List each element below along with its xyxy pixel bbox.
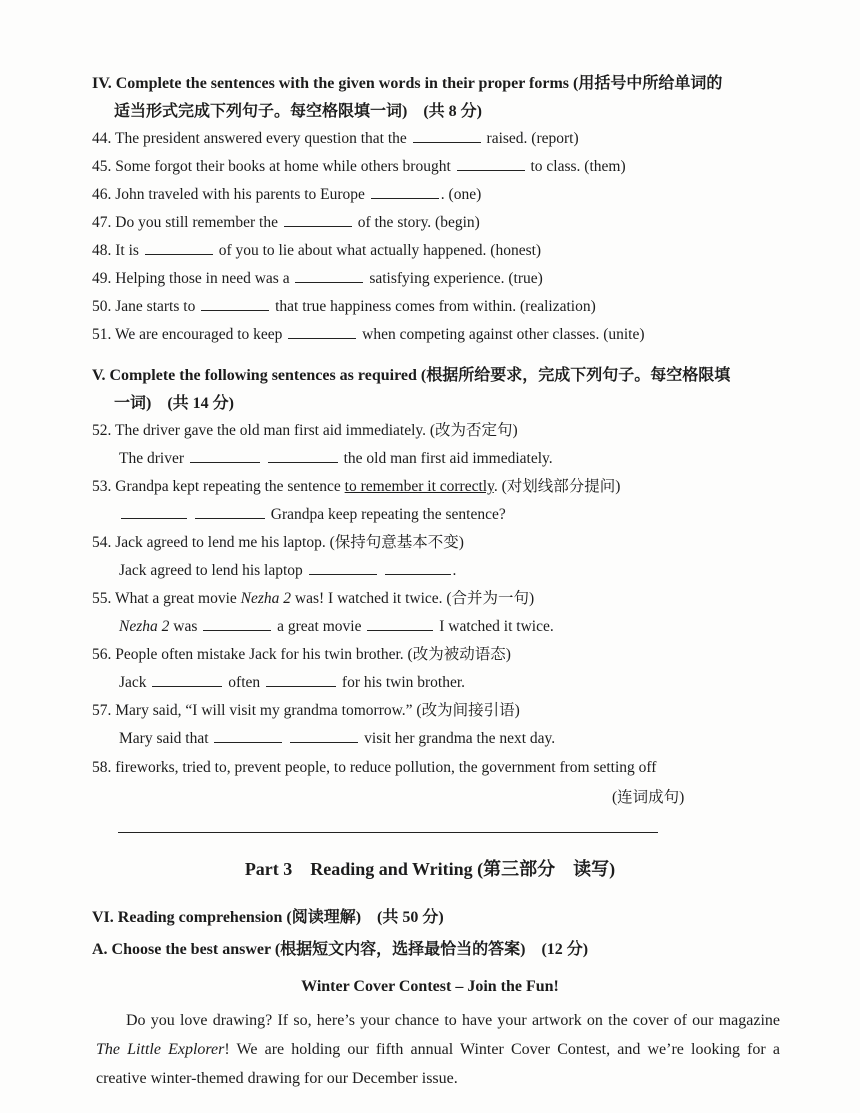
question-58-prompt: 58. fireworks, tried to, prevent people, to reduce pollution, the government from setting off bbox=[92, 759, 657, 776]
question-57-answer: Mary said that visit her grandma the next day. bbox=[119, 730, 556, 747]
question-52-answer: The driver the old man first aid immediately. bbox=[119, 450, 553, 467]
section-4-heading-line-2: 适当形式完成下列句子。每空格限填一词) (共 8 分) bbox=[114, 103, 482, 120]
answer-blank[interactable] bbox=[284, 212, 352, 227]
question-51: 51. We are encouraged to keep when competing against other classes. (unite) bbox=[92, 326, 645, 343]
section-5-heading-line-1: V. Complete the following sentences as required (根据所给要求，完成下列句子。每空格限填 bbox=[92, 367, 731, 384]
movie-title: Nezha 2 bbox=[119, 618, 170, 635]
question-53-prompt: 53. Grandpa kept repeating the sentence to remember it correctly. (对划线部分提问) bbox=[92, 478, 621, 495]
answer-blank[interactable] bbox=[309, 560, 377, 575]
article-title: Winter Cover Contest – Join the Fun! bbox=[301, 978, 559, 995]
underlined-phrase: to remember it correctly bbox=[344, 478, 494, 495]
section-5-heading bbox=[92, 362, 792, 418]
question-55-prompt: 55. What a great movie Nezha 2 was! I watched it twice. (合并为一句) bbox=[92, 590, 535, 607]
question-53-answer: Grandpa keep repeating the sentence? bbox=[119, 504, 506, 526]
magazine-title: The Little Explorer bbox=[96, 1041, 225, 1058]
answer-blank[interactable] bbox=[201, 296, 269, 311]
answer-blank[interactable] bbox=[371, 184, 439, 199]
question-56-answer: Jack often for his twin brother. bbox=[119, 674, 466, 691]
question-55-answer: Nezha 2 was a great movie I watched it twice. bbox=[119, 618, 554, 635]
movie-title: Nezha 2 bbox=[240, 590, 292, 607]
question-49: 49. Helping those in need was a satisfying experience. (true) bbox=[92, 270, 543, 287]
answer-blank[interactable] bbox=[203, 616, 271, 631]
question-48: 48. It is of you to lie about what actually happened. (honest) bbox=[92, 242, 542, 259]
question-56-prompt: 56. People often mistake Jack for his twin brother. (改为被动语态) bbox=[92, 646, 511, 663]
part-3-title: Part 3 Reading and Writing (第三部分 读写) bbox=[244, 859, 616, 879]
answer-blank[interactable] bbox=[288, 324, 356, 339]
answer-blank[interactable] bbox=[266, 672, 336, 687]
answer-blank[interactable] bbox=[190, 448, 260, 463]
answer-blank[interactable] bbox=[367, 616, 433, 631]
answer-blank[interactable] bbox=[457, 156, 525, 171]
question-44: 44. The president answered every question that the raised. (report) bbox=[92, 130, 579, 147]
answer-blank[interactable] bbox=[195, 504, 265, 519]
answer-blank[interactable] bbox=[214, 728, 282, 743]
question-46: 46. John traveled with his parents to Europe . (one) bbox=[92, 186, 482, 203]
article-paragraph: Do you love drawing? If so, here’s your chance to have your artwork on the cover of our magazine The Little Explorer! We are holding our fifth annual Winter Cover Contest, and we’re looking for a creative winter-themed drawing for our December issue. bbox=[96, 1012, 780, 1087]
section-6a-heading: A. Choose the best answer (根据短文内容，选择最恰当的答案) (12 分) bbox=[92, 941, 589, 958]
answer-blank[interactable] bbox=[295, 268, 363, 283]
answer-blank[interactable] bbox=[145, 240, 213, 255]
section-4-heading bbox=[92, 70, 792, 126]
question-58-answer-line[interactable] bbox=[118, 832, 658, 833]
section-6-heading: VI. Reading comprehension (阅读理解) (共 50 分) bbox=[92, 909, 444, 926]
answer-blank[interactable] bbox=[121, 504, 187, 519]
section-5-heading-line-2: 一词) (共 14 分) bbox=[114, 395, 234, 412]
answer-blank[interactable] bbox=[385, 560, 451, 575]
question-57-prompt: 57. Mary said, “I will visit my grandma tomorrow.” (改为间接引语) bbox=[92, 702, 520, 719]
section-4-heading-line-1: IV. Complete the sentences with the given words in their proper forms (用括号中所给单词的 bbox=[92, 75, 723, 92]
question-47: 47. Do you still remember the of the story. (begin) bbox=[92, 214, 480, 231]
question-50: 50. Jane starts to that true happiness comes from within. (realization) bbox=[92, 298, 596, 315]
question-45: 45. Some forgot their books at home while others brought to class. (them) bbox=[92, 158, 626, 175]
answer-blank[interactable] bbox=[290, 728, 358, 743]
answer-blank[interactable] bbox=[152, 672, 222, 687]
question-54-prompt: 54. Jack agreed to lend me his laptop. (保持句意基本不变) bbox=[92, 534, 464, 551]
answer-blank[interactable] bbox=[268, 448, 338, 463]
question-58-instruction: (连词成句) bbox=[612, 789, 685, 806]
answer-blank[interactable] bbox=[413, 128, 481, 143]
question-54-answer: Jack agreed to lend his laptop . bbox=[119, 562, 457, 579]
question-52-prompt: 52. The driver gave the old man first aid immediately. (改为否定句) bbox=[92, 422, 518, 439]
